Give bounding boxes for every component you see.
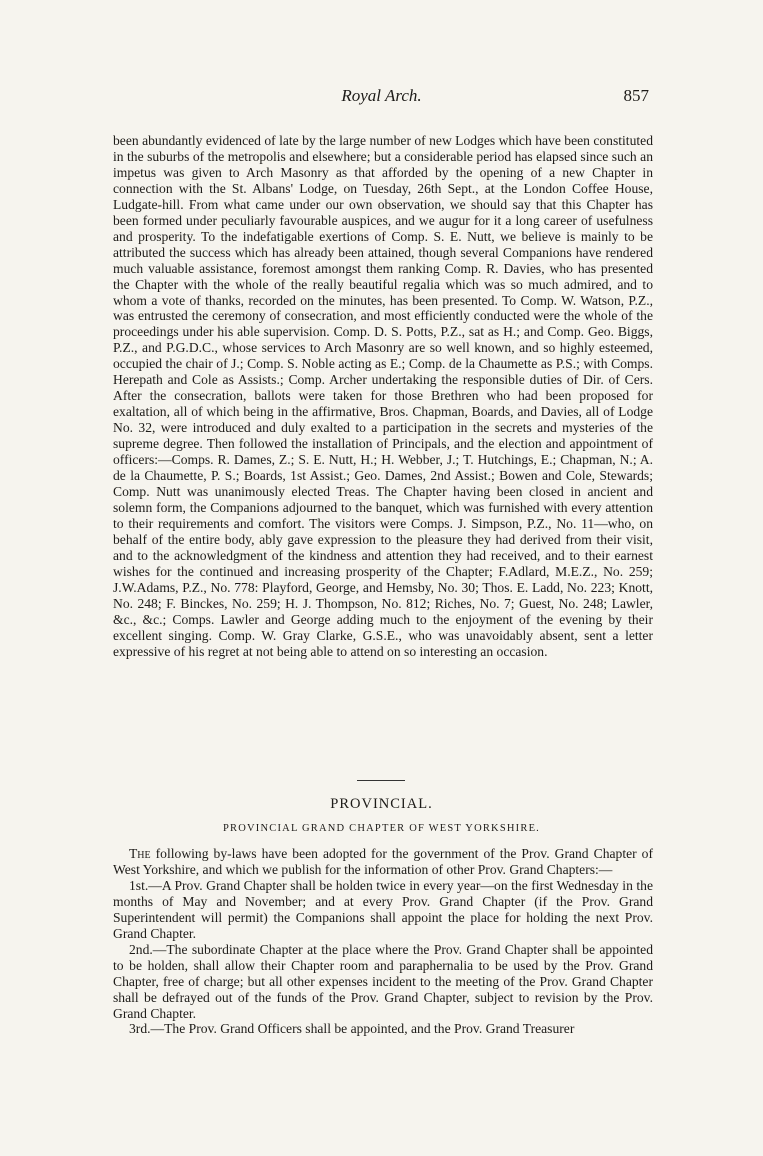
bylaw-3: 3rd.—The Prov. Grand Officers shall be appointed, and the Prov. Grand Treasurer <box>129 1021 575 1037</box>
running-head <box>0 86 763 110</box>
article-body <box>113 133 653 659</box>
bylaw-1: 1st.—A Prov. Grand Chapter shall be holden twice in every year—on the first Wednesday in the months of May and November; and at every Prov. Grand Chapter (if the Prov. Grand Superintendent will permit) the Companions shall appoint the place for holding the next Prov. Grand Chapter. <box>113 877 653 941</box>
bylaws-section <box>113 846 653 1037</box>
intro-first-word: The <box>129 846 151 861</box>
running-title: Royal Arch. <box>341 86 422 105</box>
intro-text: following by-laws have been adopted for the government of the Prov. Grand Chapter of West Yorkshire, and which we publish for the information of other Prov. Grand Chapters:— <box>113 846 653 877</box>
section-divider <box>357 780 405 781</box>
bylaw-2: 2nd.—The subordinate Chapter at the place where the Prov. Grand Chapter shall be appointed to be holden, shall allow their Chapter room and paraphernalia to be used by the Prov. Grand Chapter, free of charge; but all other expenses incident to the meeting of the Prov. Grand Chapter shall be defrayed out of the funds of the Prov. Grand Chapter, subject to revision by the Prov. Grand Chapter. <box>113 941 653 1021</box>
bylaws-intro <box>113 846 653 878</box>
article-paragraph: been abundantly evidenced of late by the large number of new Lodges which have been constituted in the suburbs of the metropolis and elsewhere; but a considerable period has elapsed since such an impetus was given to Arch Masonry as that afforded by the opening of a new Chapter in connection with the St. Albans' Lodge, on Tuesday, 26th Sept., at the London Coffee House, Ludgate-hill. From what came under our own observation, we should say that this Chapter has been formed under peculiarly favourable auspices, and we augur for it a long career of usefulness and prosperity. To the indefatigable exertions of Comp. S. E. Nutt, we believe is mainly to be attributed the success which has already been attained, though several Companions have rendered much valuable assistance, foremost amongst them ranking Comp. R. Davies, who has presented the Chapter with the whole of the really beautiful regalia which was so much admired, and to whom a vote of thanks, recorded on the minutes, has been presented. To Comp. W. Watson, P.Z., was entrusted the ceremony of consecration, and most efficiently conducted were the whole of the proceedings under his able supervision. Comp. D. S. Potts, P.Z., sat as H.; and Comp. Geo. Biggs, P.Z., and P.G.D.C., whose services to Arch Masonry are so well known, and so highly esteemed, occupied the chair of J.; Comp. S. Noble acting as E.; Comp. de la Chaumette as P.S.; with Comps. Herepath and Cole as Assists.; Comp. Archer undertaking the responsible duties of Dir. of Cers. After the consecration, ballots were taken for those Brethren who had been proposed for exaltation, all of which being in the affirmative, Bros. Chapman, Boards, and Davies, all of Lodge No. 32, were introduced and duly exalted to a participation in the secrets and mysteries of the supreme degree. Then followed the installation of Principals, and the election and appointment of officers:—Comps. R. Dames, Z.; S. E. Nutt, H.; H. Webber, J.; T. Hutchings, E.; Chapman, N.; A. de la Chaumette, P. S.; Boards, 1st Assist.; Geo. Dames, 2nd Assist.; Bowen and Cole, Stewards; Comp. Nutt was unanimously elected Treas. The Chapter having been closed in ancient and solemn form, the Companions adjourned to the banquet, which was furnished with every attention to their requirements and comfort. The visitors were Comps. J. Simpson, P.Z., No. 11—who, on behalf of the entire body, ably gave expression to the pleasure they had derived from their visit, and to the acknowledgment of the kindness and attention they had received, and to their earnest wishes for the continued and increasing prosperity of the Chapter; F.Adlard, M.E.Z., No. 259; J.W.Adams, P.Z., No. 778: Playford, George, and Hemsby, No. 30; Thos. E. Ladd, No. 223; Knott, No. 248; F. Binckes, No. 259; H. J. Thompson, No. 812; Riches, No. 7; Guest, No. 248; Lawler, &c., &c.; Comps. Lawler and George adding much to the enjoyment of the evening by their excellent singing. Comp. W. Gray Clarke, G.S.E., who was unavoidably absent, sent a letter expressive of his regret at not being able to attend on so interesting an occasion. <box>113 133 653 659</box>
section-title: PROVINCIAL. <box>330 796 433 812</box>
subsection-title: PROVINCIAL GRAND CHAPTER OF WEST YORKSHIRE. <box>222 823 541 834</box>
page-number: 857 <box>623 86 649 105</box>
